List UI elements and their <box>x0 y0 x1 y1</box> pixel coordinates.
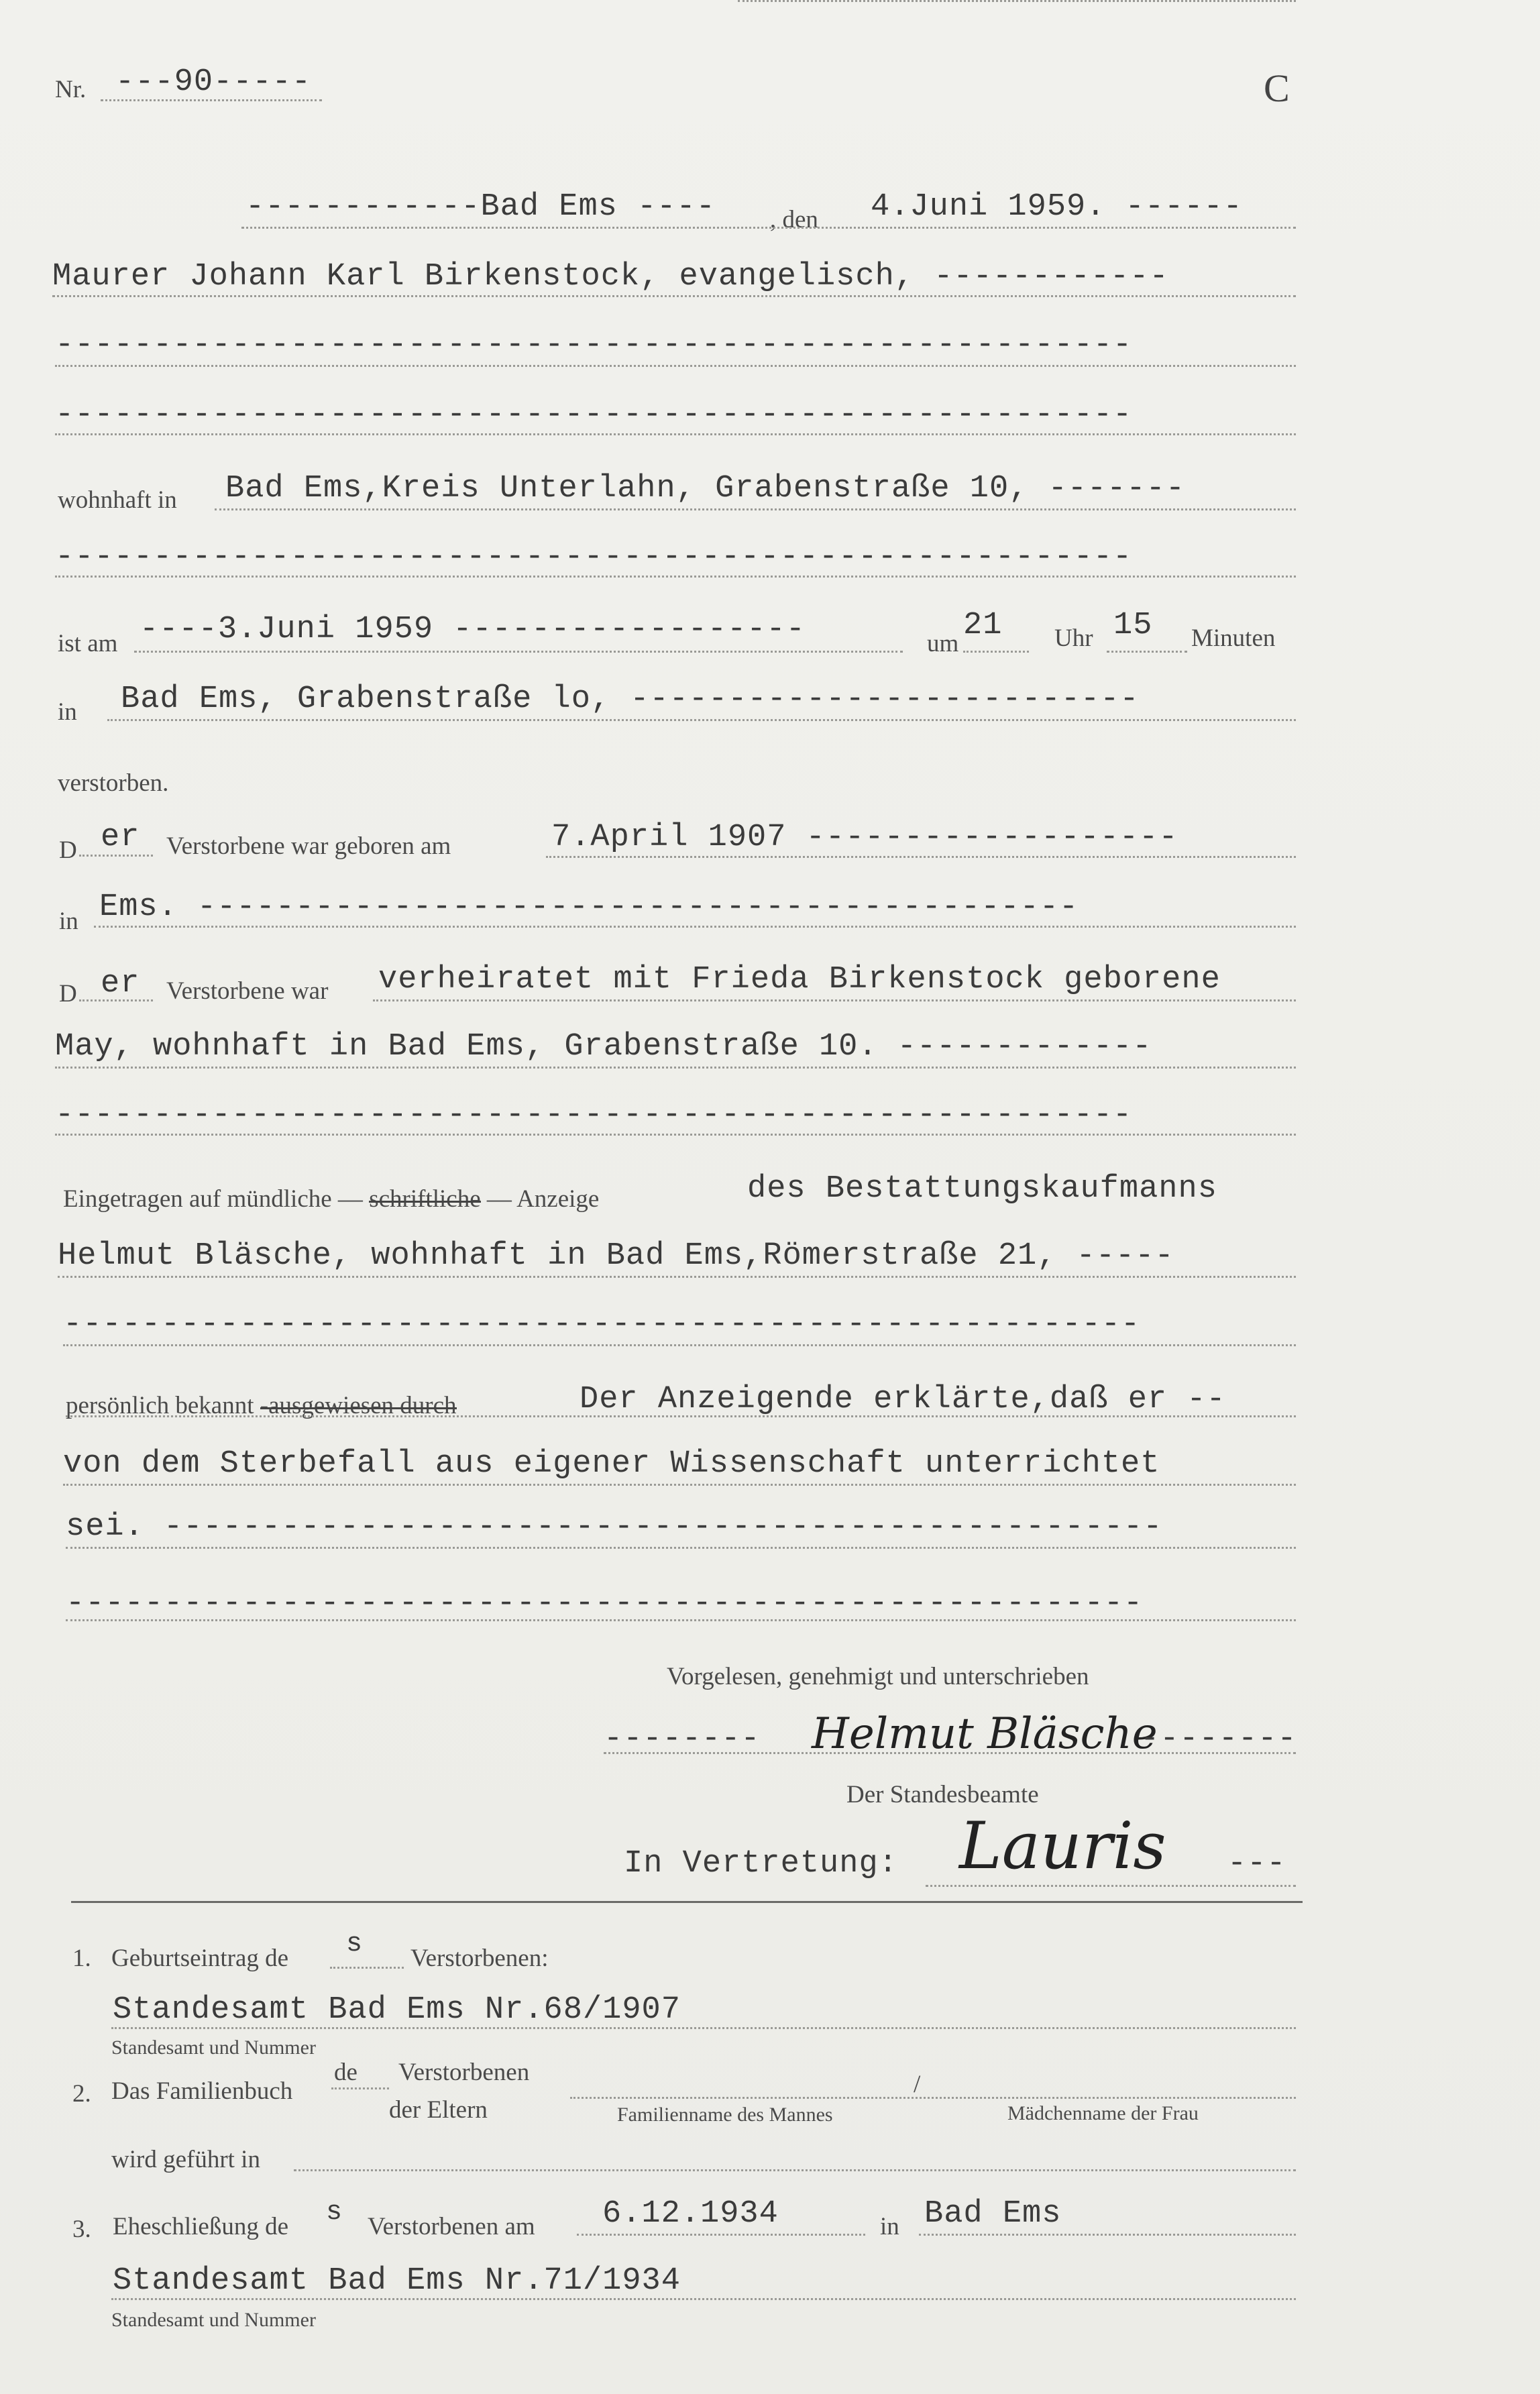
den-label: , den <box>770 206 818 233</box>
marriage-label: Verstorbene war <box>166 977 329 1005</box>
item2-caption-woman: Mädchenname der Frau <box>1007 2102 1199 2124</box>
identity-struck-text: -ausgewiesen durch <box>260 1392 457 1419</box>
identity-line-3: sei. --------------------------------------------------- <box>66 1509 1163 1545</box>
dotted-line <box>66 1415 1296 1417</box>
residence-line-2: ------------------------------------------------------- <box>55 539 1133 575</box>
item3-date: 6.12.1934 <box>602 2196 779 2232</box>
birth-suffix: er <box>101 820 140 855</box>
dotted-line <box>963 651 1029 653</box>
dotted-line <box>52 295 1296 297</box>
report-line-3: ------------------------------------------------------- <box>63 1307 1141 1342</box>
marriage-d-label: D <box>59 980 77 1008</box>
death-place: Bad Ems, Grabenstraße lo, -------------------------- <box>121 682 1140 717</box>
uhr-label: Uhr <box>1054 624 1093 652</box>
marriage-line-2: May, wohnhaft in Bad Ems, Grabenstraße 10. ------------- <box>55 1029 1152 1065</box>
dotted-line <box>738 0 1296 2</box>
item3-place: Bad Ems <box>924 2196 1062 2232</box>
deputy-label: In Vertretung: <box>624 1846 898 1882</box>
dotted-line <box>55 576 1296 578</box>
approved-label: Vorgelesen, genehmigt und unterschrieben <box>667 1663 1089 1690</box>
item1-label-b: Verstorbenen: <box>410 1945 549 1972</box>
dotted-line <box>55 365 1296 367</box>
item3-number: 3. <box>72 2216 91 2243</box>
dotted-line <box>604 1752 1296 1754</box>
declarant-line-1: Maurer Johann Karl Birkenstock, evangelisch, ------------ <box>52 259 1169 294</box>
item2-caption-man: Familienname des Mannes <box>617 2104 833 2126</box>
item3-caption: Standesamt und Nummer <box>111 2309 316 2331</box>
verstorben-label: verstorben. <box>58 769 169 797</box>
item3-label-a: Eheschließung de <box>113 2213 288 2240</box>
report-label <box>63 1185 599 1213</box>
item2-number: 2. <box>72 2080 91 2108</box>
identity-label-text: persönlich bekannt <box>66 1392 254 1419</box>
dotted-line <box>79 999 153 1001</box>
item2-label: Das Familienbuch <box>111 2077 293 2105</box>
nr-dotted-line <box>101 99 322 101</box>
item2-verstorbenen: Verstorbenen <box>398 2059 530 2086</box>
birth-d-label: D <box>59 836 77 864</box>
dotted-line <box>215 508 1296 510</box>
dotted-line <box>55 433 1296 435</box>
date-dotted-line <box>241 227 1296 229</box>
death-minutes: 15 <box>1113 608 1153 643</box>
report-struck-text: schriftliche <box>369 1185 481 1213</box>
item2-wird-label: wird geführt in <box>111 2146 260 2173</box>
ist-am-label: ist am <box>58 630 118 657</box>
dotted-line <box>1107 651 1187 653</box>
identity-line-2: von dem Sterbefall aus eigener Wissenschaft unterrichtet <box>63 1446 1160 1482</box>
deputy-dashes: --- <box>1227 1846 1286 1882</box>
nr-label: Nr. <box>55 76 87 103</box>
dotted-line <box>577 2234 865 2236</box>
dotted-line <box>58 1276 1296 1278</box>
report-line-1: des Bestattungskaufmanns <box>747 1171 1217 1207</box>
report-label-prefix: Eingetragen auf mündliche — <box>63 1185 363 1213</box>
item2-eltern: der Eltern <box>389 2096 488 2124</box>
dotted-line <box>66 1619 1296 1621</box>
footer-separator <box>71 1901 1303 1903</box>
item1-suffix: s <box>346 1929 364 1959</box>
dotted-line <box>330 1967 404 1969</box>
minuten-label: Minuten <box>1191 624 1276 652</box>
dotted-line <box>63 1344 1296 1346</box>
birth-place: Ems. --------------------------------------------- <box>99 889 1079 925</box>
place-value: ------------Bad Ems ---- <box>245 189 716 225</box>
sig-dashes-left: -------- <box>604 1721 761 1757</box>
identity-line-4: ------------------------------------------------------- <box>66 1586 1144 1621</box>
dotted-line <box>111 2298 1296 2300</box>
dotted-line <box>919 2234 1296 2236</box>
dotted-line <box>55 1134 1296 1136</box>
item1-value: Standesamt Bad Ems Nr.68/1907 <box>113 1992 681 2028</box>
item3-in-label: in <box>880 2213 899 2240</box>
registrar-label: Der Standesbeamte <box>846 1781 1039 1808</box>
um-label: um <box>927 630 959 657</box>
dotted-line <box>373 999 1296 1001</box>
item2-slash: / <box>914 2071 921 2098</box>
dotted-line <box>134 651 903 653</box>
dotted-line <box>94 926 1296 928</box>
dotted-line <box>79 855 153 857</box>
dotted-line <box>55 1067 1296 1069</box>
identity-line-1: Der Anzeigende erklärte,daß er -- <box>580 1382 1226 1417</box>
dotted-line <box>926 1885 1296 1887</box>
dotted-line <box>107 719 1296 721</box>
item1-caption: Standesamt und Nummer <box>111 2036 316 2059</box>
item3-value: Standesamt Bad Ems Nr.71/1934 <box>113 2263 681 2299</box>
item2-de: de <box>334 2059 358 2086</box>
death-hour: 21 <box>963 608 1003 643</box>
dotted-line <box>294 2169 1296 2171</box>
nr-value: ---90----- <box>115 64 312 100</box>
dotted-line <box>63 1484 1296 1486</box>
dotted-line <box>570 2097 1296 2099</box>
item3-label-b: Verstorbenen am <box>368 2213 535 2240</box>
dotted-line <box>546 856 1296 858</box>
marriage-suffix: er <box>101 966 140 1001</box>
dotted-line <box>331 2087 389 2089</box>
birth-label: Verstorbene war geboren am <box>166 832 451 860</box>
register-letter: C <box>1264 66 1290 110</box>
item1-number: 1. <box>72 1945 91 1972</box>
registrar-signature: Lauris <box>959 1808 1166 1884</box>
dotted-line <box>66 1547 1296 1549</box>
residence-label: wohnhaft in <box>58 486 177 514</box>
dotted-line <box>111 2027 1296 2029</box>
declarant-signature: Helmut Bläsche <box>812 1709 1158 1759</box>
death-in-label: in <box>58 698 77 726</box>
report-line-2: Helmut Bläsche, wohnhaft in Bad Ems,Römerstraße 21, ----- <box>58 1238 1174 1274</box>
death-date: ----3.Juni 1959 ------------------ <box>140 612 806 647</box>
item3-suffix: s <box>326 2197 343 2228</box>
declarant-line-2: ------------------------------------------------------- <box>55 327 1133 363</box>
residence-line-1: Bad Ems,Kreis Unterlahn, Grabenstraße 10, ------- <box>225 471 1186 506</box>
birth-in-label: in <box>59 908 78 935</box>
birth-date: 7.April 1907 ------------------- <box>551 820 1178 855</box>
marriage-line-3: ------------------------------------------------------- <box>55 1097 1133 1133</box>
item1-label-a: Geburtseintrag de <box>111 1945 289 1972</box>
record-date: 4.Juni 1959. ------ <box>871 189 1243 225</box>
report-label-suffix: — Anzeige <box>486 1185 600 1213</box>
sig-dashes-right: -------- <box>1140 1721 1297 1757</box>
marriage-line-1: verheiratet mit Frieda Birkenstock geborene <box>378 962 1221 997</box>
declarant-line-3: ------------------------------------------------------- <box>55 397 1133 433</box>
